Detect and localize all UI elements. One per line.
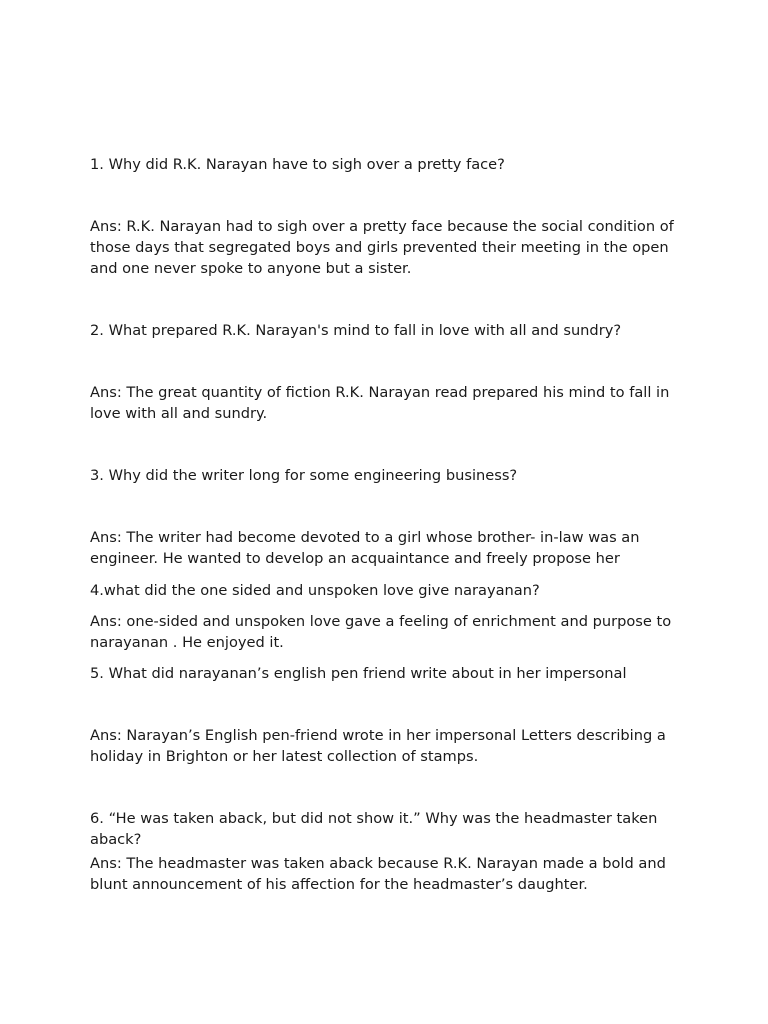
question-6: 6. “He was taken aback, but did not show it.” Why was the headmaster taken aback? <box>90 810 658 848</box>
answer-2: Ans: The great quantity of fiction R.K. Narayan read prepared his mind to fall in love with all and sundry. <box>90 384 670 422</box>
question-2: 2. What prepared R.K. Narayan's mind to fall in love with all and sundry? <box>90 322 622 339</box>
question-3: 3. Why did the writer long for some engineering business? <box>90 467 518 484</box>
answer-1: Ans: R.K. Narayan had to sigh over a pretty face because the social condition of those days that segregated boys and girls prevented their meeting in the open and one never spoke to anyone but a sister. <box>90 218 674 277</box>
answer-3: Ans: The writer had become devoted to a girl whose brother- in-law was an engineer. He wanted to develop an acquaintance and freely propose her <box>90 529 640 567</box>
answer-5: Ans: Narayan’s English pen-friend wrote in her impersonal Letters describing a holiday in Brighton or her latest collection of stamps. <box>90 727 666 765</box>
question-4: 4.what did the one sided and unspoken love give narayanan? <box>90 582 540 599</box>
question-5: 5. What did narayanan’s english pen friend write about in her impersonal <box>90 665 627 682</box>
question-1: 1. Why did R.K. Narayan have to sigh over a pretty face? <box>90 156 505 173</box>
answer-6: Ans: The headmaster was taken aback because R.K. Narayan made a bold and blunt announcement of his affection for the headmaster’s daughter. <box>90 855 666 893</box>
answer-4: Ans: one-sided and unspoken love gave a feeling of enrichment and purpose to narayanan . He enjoyed it. <box>90 613 672 651</box>
